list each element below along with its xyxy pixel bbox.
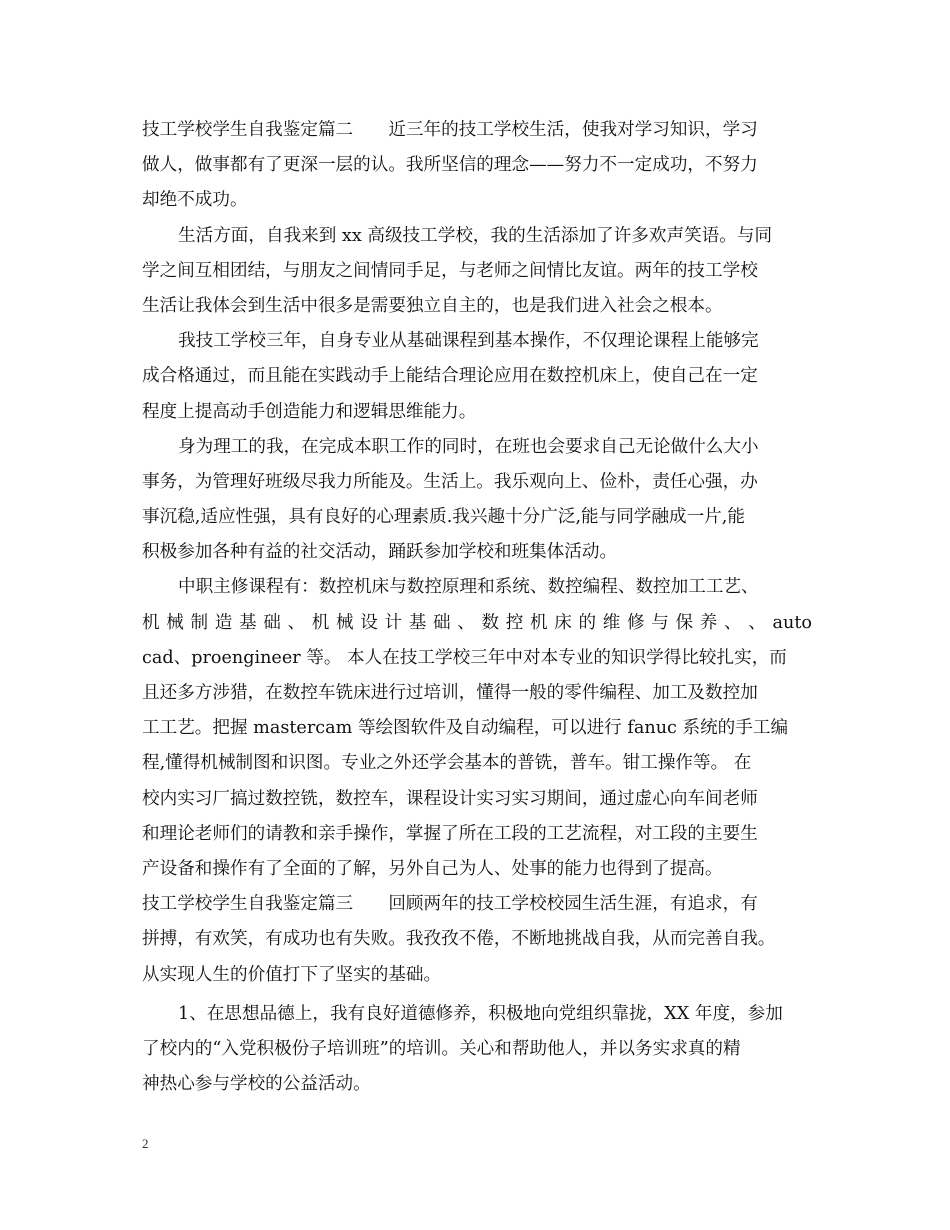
text-line: 拼搏，有欢笑，有成功也有失败。我孜孜不倦，不断地挑战自我，从而完善自我。	[142, 929, 776, 950]
section-heading-line: 技工学校学生自我鉴定篇三 回顾两年的技工学校校园生活生涯，有追求，有	[142, 894, 758, 915]
text-line: 生活方面，自我来到 xx 高级技工学校，我的生活添加了许多欢声笑语。与同	[178, 225, 773, 246]
text-line: 成合格通过，而且能在实践动手上能结合理论应用在数控机床上，使自己在一定	[142, 366, 758, 387]
text-line: 学之间互相团结，与朋友之间情同手足，与老师之间情比友谊。两年的技工学校	[142, 260, 758, 281]
text-line: 身为理工的我，在完成本职工作的同时，在班也会要求自己无论做什么大小	[178, 436, 759, 457]
text-line: 和理论老师们的请教和亲手操作，掌握了所在工段的工艺流程，对工段的主要生	[142, 823, 758, 844]
text-line: 事务，为管理好班级尽我力所能及。生活上。我乐观向上、俭朴，责任心强，办	[142, 471, 758, 492]
text-line: 积极参加各种有益的社交活动，踊跃参加学校和班集体活动。	[142, 542, 618, 563]
document-body	[142, 113, 812, 1102]
text-line: 工工艺。把握 mastercam 等绘图软件及自动编程，可以进行 fanuc 系统的手工编	[142, 718, 789, 739]
text-line: 程,懂得机械制图和识图。专业之外还学会基本的普铣，普车。钳工操作等。 在	[142, 753, 752, 774]
text-line: 生活让我体会到生活中很多是需要独立自主的，也是我们进入社会之根本。	[142, 295, 723, 316]
text-line: 技工学校学生自我鉴定篇二 近三年的技工学校生活，使我对学习知识，学习	[142, 120, 758, 140]
text-line: 程度上提高动手创造能力和逻辑思维能力。	[142, 401, 477, 422]
text-line: 从实现人生的价值打下了坚实的基础。	[142, 964, 442, 985]
text-line: cad、proengineer 等。 本人在技工学校三年中对本专业的知识学得比较扎实，而	[142, 647, 787, 668]
text-line: 了校内的“入党积极份子培训班”的培训。关心和帮助他人，并以务实求真的精	[142, 1038, 741, 1059]
text-line: 中职主修课程有：数控机床与数控原理和系统、数控编程、数控加工工艺、	[178, 577, 759, 598]
text-line: 神热心参与学校的公益活动。	[142, 1074, 371, 1095]
text-line: 机 械 制 造 基 础 、 机 械 设 计 基 础 、 数 控 机 床 的 维 修 与 保 养 、 、 auto	[142, 612, 812, 633]
text-line: 事沉稳,适应性强，具有良好的心理素质.我兴趣十分广泛,能与同学融成一片,能	[142, 507, 745, 528]
text-line: 产设备和操作有了全面的了解，另外自己为人、处事的能力也得到了提高。	[142, 858, 723, 879]
text-line: 做人，做事都有了更深一层的认。我所坚信的理念——努力不一定成功，不努力	[142, 155, 758, 176]
page-number: 2	[142, 1136, 149, 1151]
text-line: 校内实习厂搞过数控铣，数控车，课程设计实习实习期间，通过虚心向车间老师	[142, 788, 758, 809]
text-line: 且还多方涉猎，在数控车铣床进行过培训，懂得一般的零件编程、加工及数控加	[142, 683, 758, 703]
text-line: 我技工学校三年，自身专业从基础课程到基本操作，不仅理论课程上能够完	[178, 331, 759, 352]
text-line: 却绝不成功。	[142, 190, 248, 211]
text-line: 1、在思想品德上，我有良好道德修养，积极地向党组织靠拢，XX 年度，参加	[178, 1003, 783, 1024]
